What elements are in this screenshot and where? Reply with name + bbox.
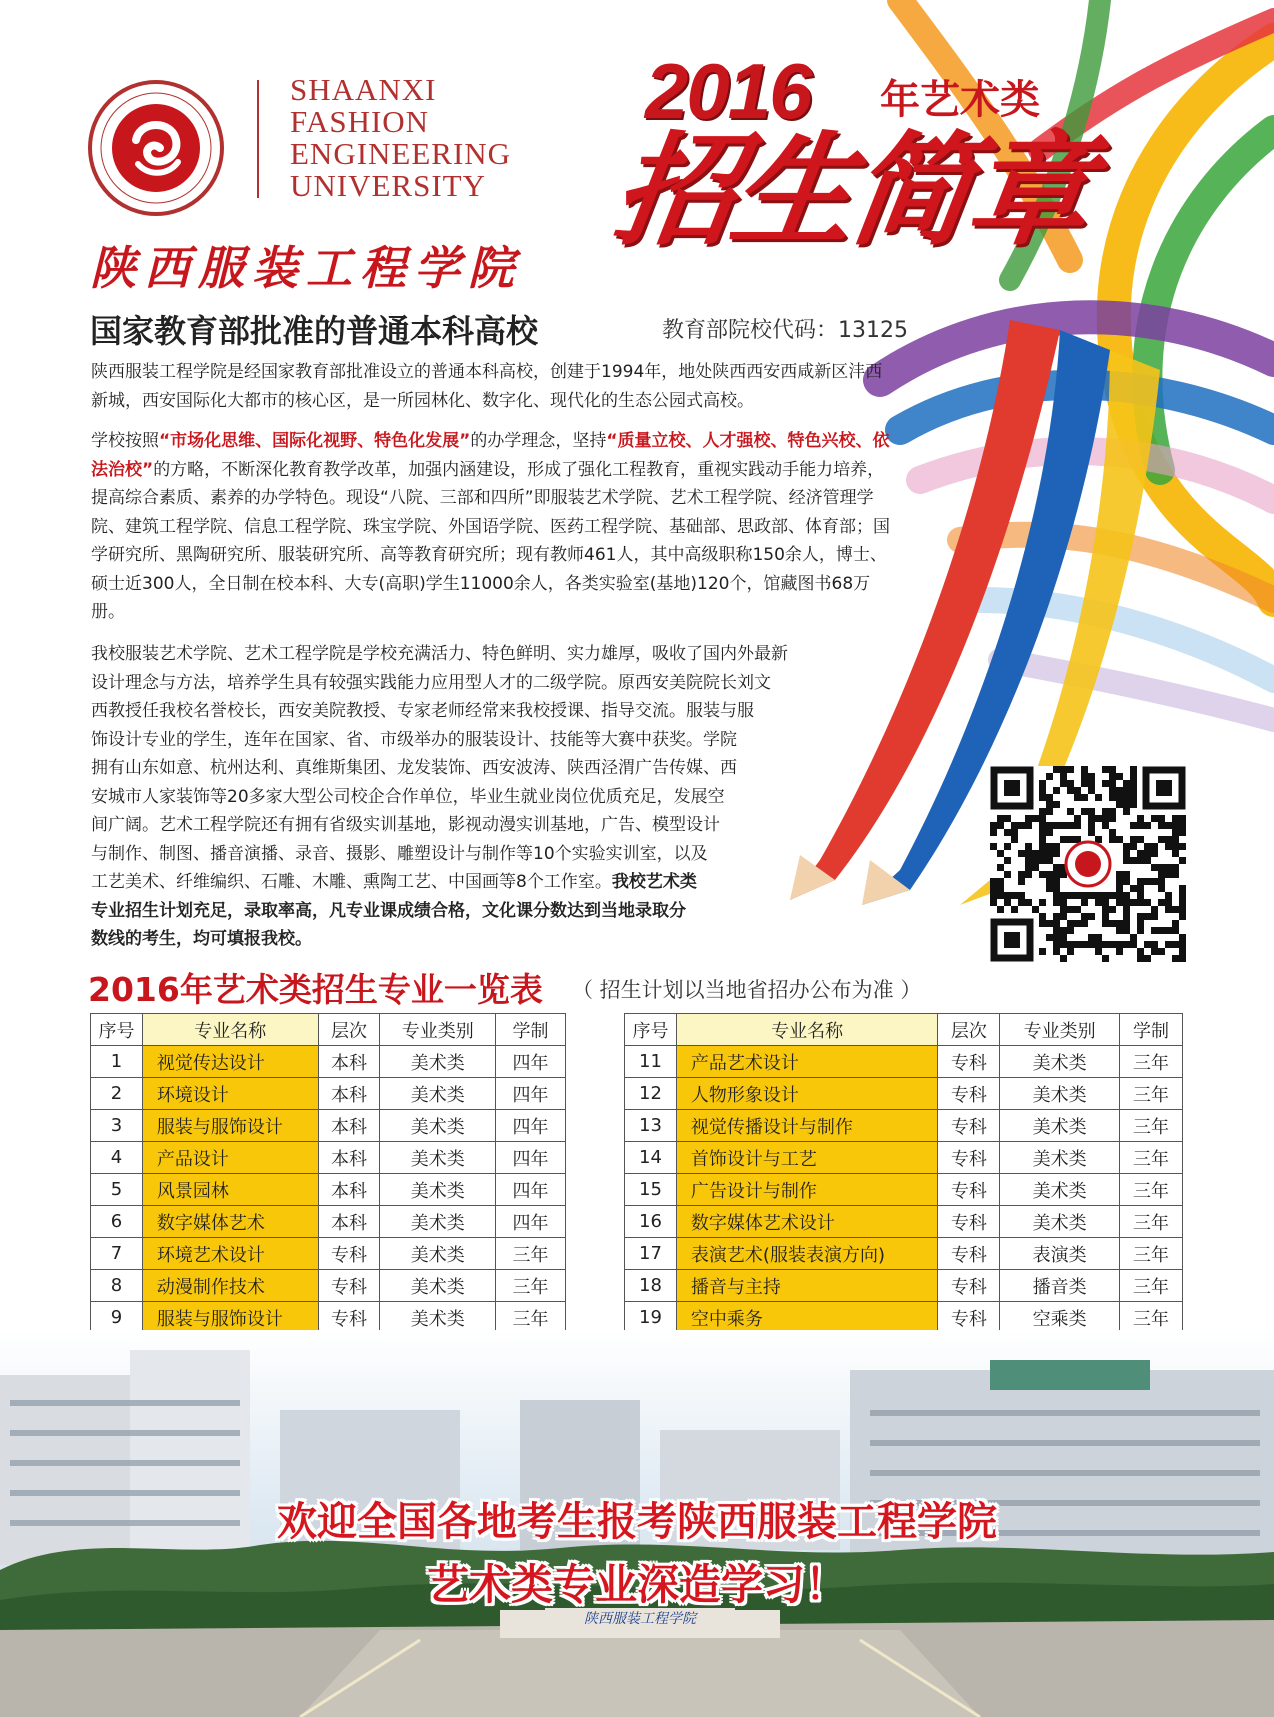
table-note: （ 招生计划以当地省招办公布为准 ） xyxy=(572,978,922,1002)
header-cell: 专业名称 xyxy=(142,1014,318,1046)
table-row xyxy=(625,1174,1183,1206)
table-row xyxy=(91,1142,566,1174)
p2-highlight-1: “市场化思维、国际化视野、特色化发展” xyxy=(159,431,471,451)
level-cell: 专科 xyxy=(938,1270,1000,1302)
category-cell: 美术类 xyxy=(1000,1206,1120,1238)
row-number-cell: 15 xyxy=(625,1174,677,1206)
level-cell: 专科 xyxy=(938,1174,1000,1206)
p2-text: 的方略，不断深化教育教学改革，加强内涵建设，形成了强化工程教育，重视实践动手能力培养，提高综合素质、素养的办学特色。现设“八院、三部和四所”即服装艺术学院、艺术工程学院、经济管理学院、建筑工程学院、信息工程学院、珠宝学院、外国语学院、医药工程学院、基础部、思政部、体育部；国学研究所、黑陶研究所、服装研究所、高等教育研究所；现有教师461人，其中高级职称150余人，博士、硕士近300人，全日制在校本科、大专(高职)学生11000余人，各类实验室(基地)120个，馆藏图书68万册。 xyxy=(91,459,890,622)
p3-line: 饰设计专业的学生，连年在国家、省、市级举办的服装设计、技能等大赛中获奖。学院 xyxy=(91,729,737,750)
row-number-cell: 11 xyxy=(625,1046,677,1078)
category-cell: 美术类 xyxy=(380,1270,496,1302)
duration-cell: 三年 xyxy=(1120,1206,1183,1238)
p3-line: 间广阔。艺术工程学院还有拥有省级实训基地，影视动漫实训基地，广告、模型设计 xyxy=(91,815,720,835)
intro-paragraph-1: 陕西服装工程学院是经国家教育部批准设立的普通本科高校，创建于1994年，地处陕西西安西咸新区沣西新城，西安国际化大都市的核心区，是一所园林化、数字化、现代化的生态公园式高校。 xyxy=(91,362,883,411)
category-cell: 美术类 xyxy=(380,1046,496,1078)
category-cell: 美术类 xyxy=(1000,1110,1120,1142)
header-cell: 层次 xyxy=(938,1014,1000,1046)
major-name-cell: 视觉传达设计 xyxy=(142,1046,318,1078)
category-cell: 美术类 xyxy=(1000,1078,1120,1110)
duration-cell: 三年 xyxy=(1120,1302,1183,1334)
p2-text: 学校按照 xyxy=(91,431,159,451)
major-name-cell: 首饰设计与工艺 xyxy=(676,1142,937,1174)
p3-line xyxy=(91,868,851,897)
category-cell: 美术类 xyxy=(1000,1174,1120,1206)
row-number-cell: 4 xyxy=(91,1142,143,1174)
category-cell: 空乘类 xyxy=(1000,1302,1120,1334)
duration-cell: 三年 xyxy=(1120,1270,1183,1302)
p3-line: 设计理念与方法，培养学生具有较强实践能力应用型人才的二级学院。原西安美院院长刘文 xyxy=(91,672,771,693)
duration-cell: 四年 xyxy=(496,1174,566,1206)
major-name-cell: 数字媒体艺术设计 xyxy=(676,1206,937,1238)
header-cell: 序号 xyxy=(625,1014,677,1046)
majors-table-right xyxy=(624,1013,1183,1366)
logo-en-line: FASHION xyxy=(290,104,430,139)
duration-cell: 四年 xyxy=(496,1078,566,1110)
row-number-cell: 5 xyxy=(91,1174,143,1206)
table-row xyxy=(625,1142,1183,1174)
table-row xyxy=(91,1110,566,1142)
major-name-cell: 播音与主持 xyxy=(676,1270,937,1302)
row-number-cell: 2 xyxy=(91,1078,143,1110)
major-name-cell: 动漫制作技术 xyxy=(142,1270,318,1302)
table-header-row xyxy=(625,1014,1183,1046)
logo-divider xyxy=(257,80,259,198)
p3-line: 安城市人家装饰等20多家大型公司校企合作单位，毕业生就业岗位优质充足，发展空 xyxy=(91,786,725,807)
table-row xyxy=(625,1206,1183,1238)
category-cell: 美术类 xyxy=(380,1206,496,1238)
level-cell: 本科 xyxy=(318,1078,380,1110)
duration-cell: 四年 xyxy=(496,1142,566,1174)
category-cell: 美术类 xyxy=(380,1110,496,1142)
category-cell: 美术类 xyxy=(380,1302,496,1334)
table-title: 2016年艺术类招生专业一览表 xyxy=(88,970,543,1009)
duration-cell: 三年 xyxy=(496,1270,566,1302)
header-cell: 专业名称 xyxy=(676,1014,937,1046)
major-name-cell: 服装与服饰设计 xyxy=(142,1302,318,1334)
row-number-cell: 16 xyxy=(625,1206,677,1238)
major-name-cell: 人物形象设计 xyxy=(676,1078,937,1110)
header-cell: 层次 xyxy=(318,1014,380,1046)
p2-highlight-2: “质量立校、人才强校、特色兴校、依法治校” xyxy=(91,431,890,480)
p3-line: 西教授任我校名誉校长，西安美院教授、专家老师经常来我校授课、指导交流。服装与服 xyxy=(91,701,754,721)
category-cell: 播音类 xyxy=(1000,1270,1120,1302)
p3-bold-line: 专业招生计划充足，录取率高，凡专业课成绩合格，文化课分数达到当地录取分 xyxy=(91,900,686,921)
header-cell: 序号 xyxy=(91,1014,143,1046)
table-row xyxy=(91,1206,566,1238)
level-cell: 专科 xyxy=(938,1078,1000,1110)
major-name-cell: 产品设计 xyxy=(142,1142,318,1174)
level-cell: 专科 xyxy=(938,1142,1000,1174)
level-cell: 专科 xyxy=(938,1302,1000,1334)
category-cell: 美术类 xyxy=(380,1174,496,1206)
row-number-cell: 7 xyxy=(91,1238,143,1270)
row-number-cell: 9 xyxy=(91,1302,143,1334)
p3-line: 我校服装艺术学院、艺术工程学院是学校充满活力、特色鲜明、实力雄厚，吸收了国内外最新 xyxy=(91,644,788,664)
duration-cell: 三年 xyxy=(496,1302,566,1334)
table-row xyxy=(625,1270,1183,1302)
table-row xyxy=(91,1174,566,1206)
row-number-cell: 3 xyxy=(91,1110,143,1142)
table-header-row xyxy=(91,1014,566,1046)
majors-table-left xyxy=(90,1013,566,1366)
table-row xyxy=(625,1110,1183,1142)
level-cell: 专科 xyxy=(318,1238,380,1270)
major-name-cell: 环境设计 xyxy=(142,1078,318,1110)
header-cell: 专业类别 xyxy=(380,1014,496,1046)
duration-cell: 四年 xyxy=(496,1206,566,1238)
duration-cell: 三年 xyxy=(1120,1110,1183,1142)
duration-cell: 三年 xyxy=(1120,1174,1183,1206)
duration-cell: 四年 xyxy=(496,1046,566,1078)
row-number-cell: 1 xyxy=(91,1046,143,1078)
header-cell: 学制 xyxy=(496,1014,566,1046)
university-seal-logo xyxy=(88,80,224,216)
major-name-cell: 环境艺术设计 xyxy=(142,1238,318,1270)
title-year: 2016 xyxy=(645,47,811,135)
logo-en-line: ENGINEERING xyxy=(290,136,512,171)
qr-code xyxy=(990,766,1186,962)
header-cell: 学制 xyxy=(1120,1014,1183,1046)
major-name-cell: 产品艺术设计 xyxy=(676,1046,937,1078)
level-cell: 专科 xyxy=(938,1238,1000,1270)
table-row xyxy=(91,1046,566,1078)
p3-bold: 我校艺术类 xyxy=(611,872,697,892)
level-cell: 专科 xyxy=(318,1270,380,1302)
row-number-cell: 14 xyxy=(625,1142,677,1174)
duration-cell: 三年 xyxy=(1120,1046,1183,1078)
major-name-cell: 数字媒体艺术 xyxy=(142,1206,318,1238)
title-type: 年艺术类 xyxy=(880,77,1040,123)
logo-english-name xyxy=(290,74,580,202)
category-cell: 美术类 xyxy=(1000,1046,1120,1078)
p2-text: 的办学理念，坚持 xyxy=(470,431,607,451)
level-cell: 本科 xyxy=(318,1174,380,1206)
duration-cell: 三年 xyxy=(1120,1142,1183,1174)
table-row xyxy=(625,1238,1183,1270)
header-cell: 专业类别 xyxy=(1000,1014,1120,1046)
table-row xyxy=(625,1078,1183,1110)
level-cell: 专科 xyxy=(318,1302,380,1334)
row-number-cell: 6 xyxy=(91,1206,143,1238)
level-cell: 本科 xyxy=(318,1110,380,1142)
school-code: 教育部院校代码：13125 xyxy=(662,318,908,343)
row-number-cell: 18 xyxy=(625,1270,677,1302)
duration-cell: 四年 xyxy=(496,1110,566,1142)
level-cell: 专科 xyxy=(938,1110,1000,1142)
row-number-cell: 12 xyxy=(625,1078,677,1110)
p3-line: 拥有山东如意、杭州达利、真维斯集团、龙发装饰、西安波涛、陕西泾渭广告传媒、西 xyxy=(91,758,737,778)
major-name-cell: 表演艺术(服装表演方向) xyxy=(676,1238,937,1270)
logo-chinese-name: 陕西服装工程学院 xyxy=(90,241,522,295)
category-cell: 美术类 xyxy=(380,1238,496,1270)
category-cell: 表演类 xyxy=(1000,1238,1120,1270)
welcome-line-2: 艺术类专业深造学习！ xyxy=(426,1560,847,1609)
table-row xyxy=(91,1302,566,1334)
logo-en-line: UNIVERSITY xyxy=(290,168,486,203)
table-row xyxy=(91,1270,566,1302)
level-cell: 专科 xyxy=(938,1206,1000,1238)
duration-cell: 三年 xyxy=(1120,1078,1183,1110)
major-name-cell: 视觉传播设计与制作 xyxy=(676,1110,937,1142)
duration-cell: 三年 xyxy=(1120,1238,1183,1270)
p3-bold-line: 数线的考生，均可填报我校。 xyxy=(91,929,312,949)
major-name-cell: 风景园林 xyxy=(142,1174,318,1206)
subtitle: 国家教育部批准的普通本科高校 xyxy=(90,312,539,350)
p3-text: 工艺美术、纤维编织、石雕、木雕、熏陶工艺、中国画等8个工作室。 xyxy=(91,872,612,892)
logo-en-line: SHAANXI xyxy=(290,72,437,107)
row-number-cell: 8 xyxy=(91,1270,143,1302)
intro-paragraph-2 xyxy=(91,427,891,627)
level-cell: 专科 xyxy=(938,1046,1000,1078)
title-main: 招生简章 xyxy=(605,120,1097,262)
table-row xyxy=(91,1238,566,1270)
p3-line: 与制作、制图、播音演播、录音、摄影、雕塑设计与制作等10个实验实训室，以及 xyxy=(91,843,708,864)
table-row xyxy=(625,1046,1183,1078)
major-name-cell: 空中乘务 xyxy=(676,1302,937,1334)
gate-sign: 陕西服装工程学院 xyxy=(545,1608,735,1628)
major-name-cell: 广告设计与制作 xyxy=(676,1174,937,1206)
level-cell: 本科 xyxy=(318,1046,380,1078)
major-name-cell: 服装与服饰设计 xyxy=(142,1110,318,1142)
row-number-cell: 17 xyxy=(625,1238,677,1270)
intro-paragraph-3 xyxy=(91,640,851,954)
row-number-cell: 19 xyxy=(625,1302,677,1334)
category-cell: 美术类 xyxy=(380,1142,496,1174)
level-cell: 本科 xyxy=(318,1142,380,1174)
category-cell: 美术类 xyxy=(380,1078,496,1110)
duration-cell: 三年 xyxy=(496,1238,566,1270)
table-row xyxy=(91,1078,566,1110)
row-number-cell: 13 xyxy=(625,1110,677,1142)
category-cell: 美术类 xyxy=(1000,1142,1120,1174)
table-row xyxy=(625,1302,1183,1334)
level-cell: 本科 xyxy=(318,1206,380,1238)
welcome-line-1: 欢迎全国各地考生报考陕西服装工程学院 xyxy=(277,1499,997,1545)
